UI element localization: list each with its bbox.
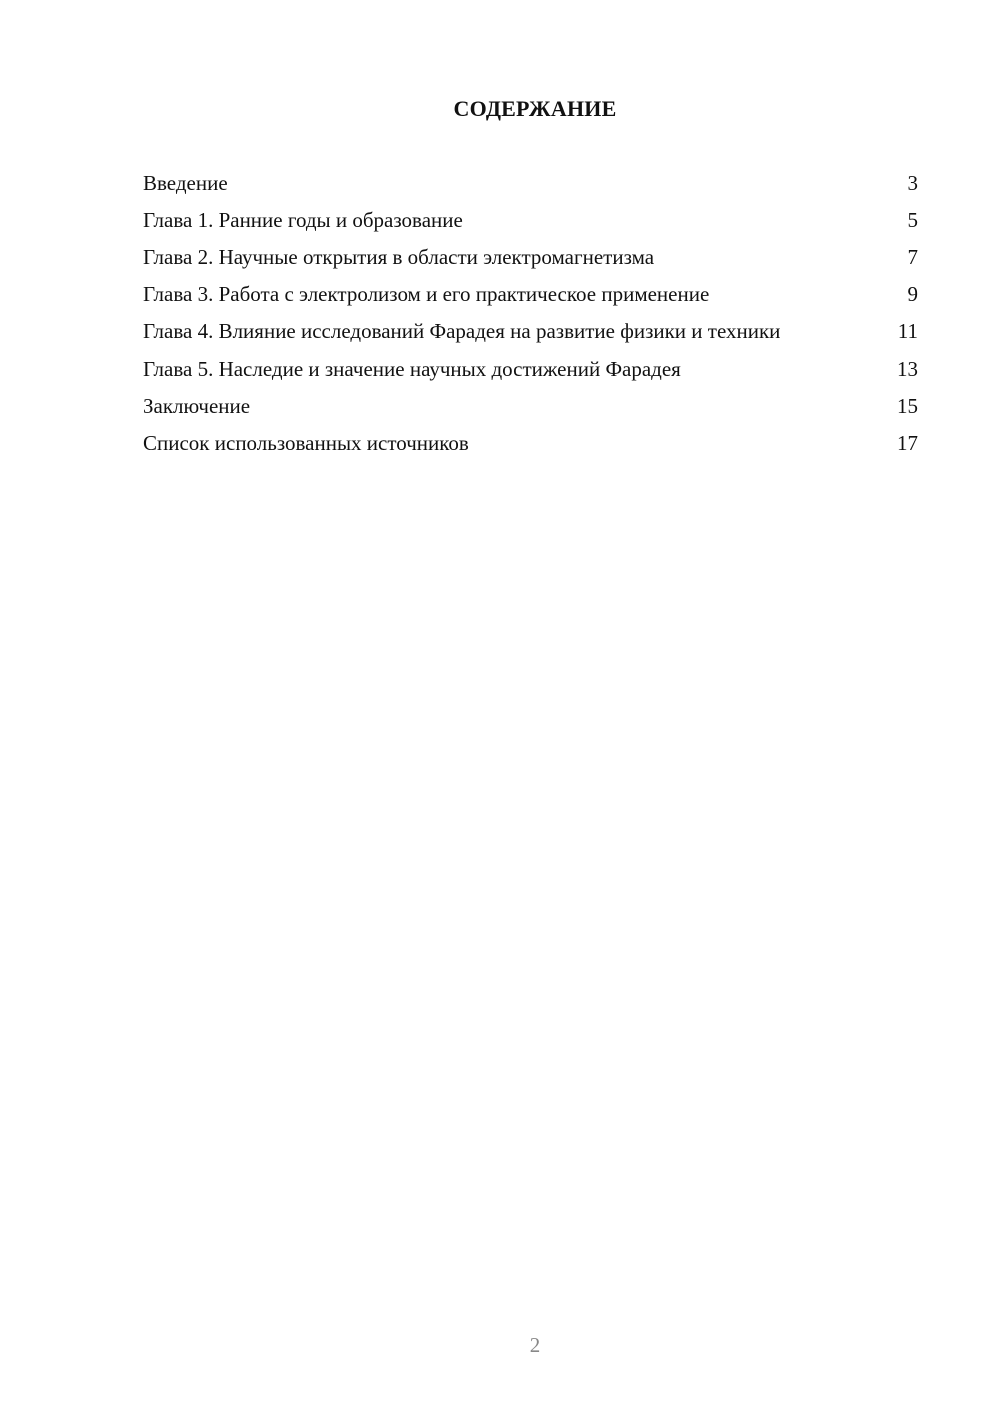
- toc-entry-conclusion: [143, 393, 918, 419]
- toc-entry-text: Список использованных источников: [143, 431, 469, 455]
- toc-entry-page: 13: [897, 357, 918, 381]
- page-title: СОДЕРЖАНИЕ: [453, 96, 617, 121]
- toc-entry-text: Заключение: [143, 394, 251, 418]
- toc-entry-text: Глава 4. Влияние исследований Фарадея на развитие физики и техники: [143, 319, 781, 343]
- toc-entry-chapter-5: [143, 356, 918, 382]
- toc-entry-page: 17: [897, 431, 918, 455]
- toc-entry-text: Глава 3. Работа с электролизом и его практическое применение: [143, 282, 710, 306]
- toc-entry-page: 5: [907, 208, 918, 232]
- toc-entry-references: [143, 430, 918, 456]
- toc-entry-text: Введение: [143, 171, 228, 195]
- toc-entry-chapter-2: [143, 244, 918, 270]
- toc-entry-page: 9: [907, 282, 918, 306]
- toc-entry-chapter-1: [143, 207, 918, 233]
- toc-entry-introduction: [143, 170, 918, 196]
- toc-entry-text: Глава 2. Научные открытия в области электромагнетизма: [143, 245, 655, 269]
- table-of-contents: [143, 170, 918, 467]
- toc-entry-chapter-4: [143, 318, 918, 344]
- toc-entry-page: 15: [897, 394, 918, 418]
- toc-entry-page: 11: [897, 319, 918, 343]
- toc-entry-page: 3: [907, 171, 918, 195]
- toc-entry-text: Глава 5. Наследие и значение научных достижений Фарадея: [143, 357, 681, 381]
- page-number: 2: [529, 1333, 541, 1357]
- toc-entry-chapter-3: [143, 281, 918, 307]
- toc-entry-text: Глава 1. Ранние годы и образование: [143, 208, 463, 232]
- toc-entry-page: 7: [907, 245, 918, 269]
